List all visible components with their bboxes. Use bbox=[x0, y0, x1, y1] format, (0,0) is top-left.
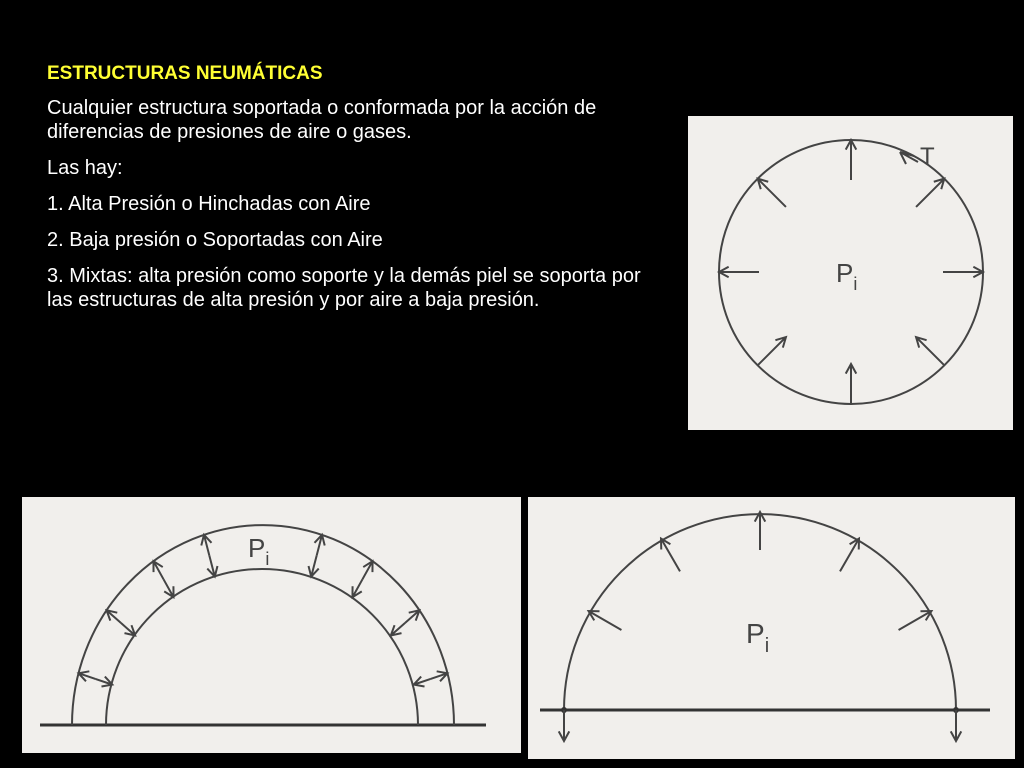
outward-pressure-arrow bbox=[153, 561, 163, 579]
pressure-arrow bbox=[758, 337, 786, 365]
inward-pressure-arrow bbox=[207, 556, 217, 577]
outward-pressure-arrow bbox=[315, 535, 325, 556]
pressure-label: $P_i$ bbox=[746, 618, 770, 657]
text-content bbox=[47, 62, 647, 324]
inward-pressure-arrow bbox=[121, 623, 135, 636]
double-arch-diagram bbox=[22, 497, 521, 753]
pressure-arrow bbox=[846, 140, 857, 180]
outward-pressure-arrow bbox=[201, 535, 211, 556]
outward-pressure-arrow bbox=[589, 611, 622, 630]
pressure-arrow bbox=[943, 267, 983, 278]
inner-arch bbox=[106, 569, 418, 725]
pressure-arrow bbox=[758, 179, 786, 207]
tension-label: T bbox=[920, 143, 935, 170]
definition-paragraph: Cualquier estructura soportada o conformada por la acción de diferencias de presiones de aire o gases. bbox=[47, 97, 597, 143]
anchor-force-arrow bbox=[559, 710, 570, 741]
list-item-low-pressure: 2. Baja presión o Soportadas con Aire bbox=[47, 229, 383, 251]
anchor-force-arrow bbox=[951, 710, 962, 741]
inward-pressure-arrow bbox=[391, 623, 405, 636]
pressure-label: $P_i$ bbox=[248, 533, 270, 569]
page-title: ESTRUCTURAS NEUMÁTICAS bbox=[47, 63, 323, 84]
outward-pressure-arrow bbox=[79, 671, 96, 681]
circle-pressure-figure bbox=[688, 116, 1013, 430]
pressure-arrow bbox=[719, 267, 759, 278]
inward-pressure-arrow bbox=[163, 579, 173, 597]
intro-paragraph: Las hay: bbox=[47, 157, 123, 179]
dome-figure bbox=[528, 497, 1015, 759]
circle-diagram bbox=[688, 116, 1013, 430]
outward-pressure-arrow bbox=[661, 539, 680, 572]
outward-pressure-arrow bbox=[405, 610, 419, 623]
pressure-arrow bbox=[916, 337, 944, 365]
inward-pressure-arrow bbox=[352, 579, 362, 597]
pressure-arrow bbox=[846, 364, 857, 404]
double-arch-figure bbox=[22, 497, 521, 753]
pressure-arrow bbox=[916, 179, 944, 207]
outward-pressure-arrow bbox=[363, 561, 373, 579]
inward-pressure-arrow bbox=[309, 556, 319, 577]
tension-arrow bbox=[900, 152, 918, 164]
inward-pressure-arrow bbox=[414, 677, 431, 687]
outward-pressure-arrow bbox=[431, 671, 448, 681]
list-item-high-pressure: 1. Alta Presión o Hinchadas con Aire bbox=[47, 193, 371, 215]
list-item-mixed: 3. Mixtas: alta presión como soporte y la demás piel se soporta por las estructuras de alta presión y por aire a baja presión. bbox=[47, 265, 641, 311]
pressure-label: $P_i$ bbox=[836, 258, 858, 294]
outward-pressure-arrow bbox=[755, 512, 766, 550]
inward-pressure-arrow bbox=[95, 677, 112, 687]
outward-pressure-arrow bbox=[899, 611, 932, 630]
outward-pressure-arrow bbox=[107, 610, 121, 623]
dome-diagram bbox=[528, 497, 1015, 759]
outward-pressure-arrow bbox=[840, 539, 859, 572]
